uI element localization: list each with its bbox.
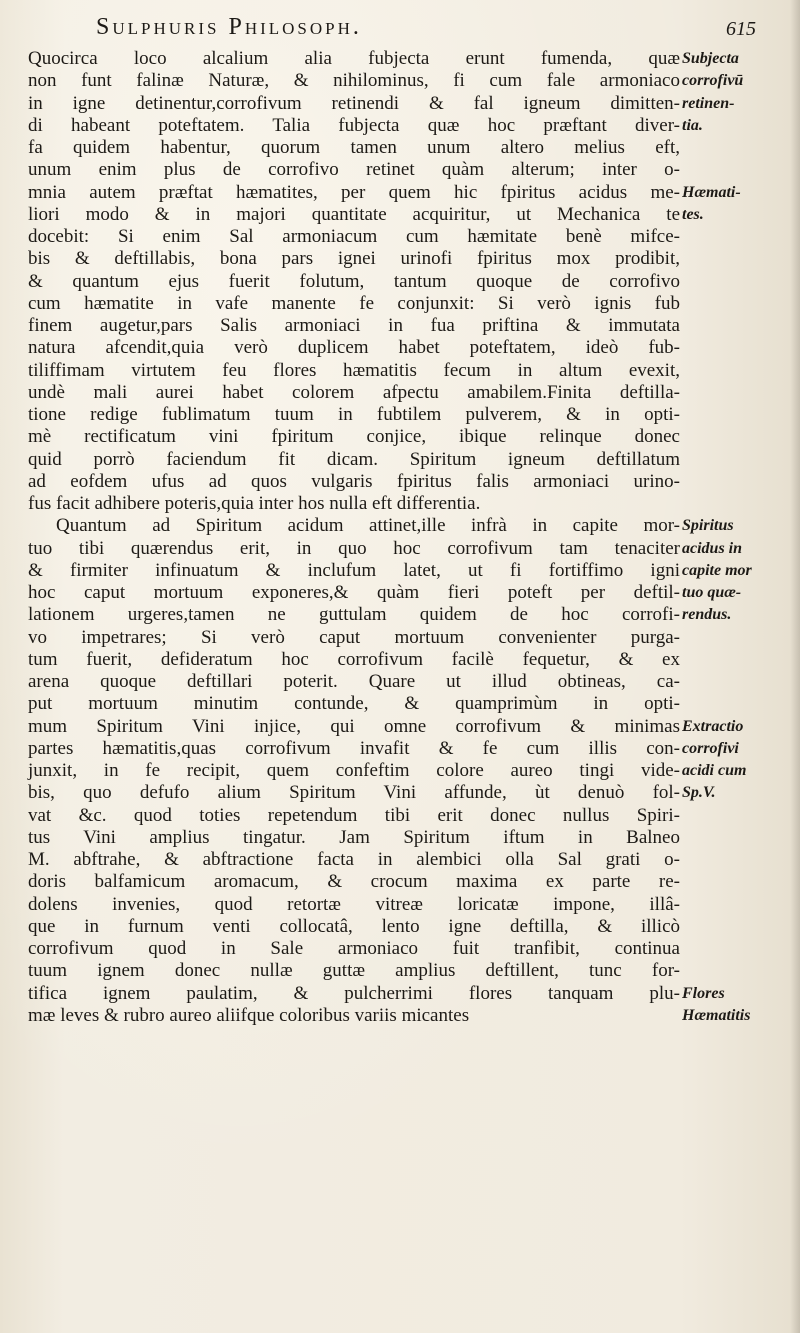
- text-line: put mortuum minutim contunde, & quamprimùm in opti-: [28, 693, 680, 715]
- page-edge-shadow: [790, 0, 800, 1333]
- text-line: in igne detinentur,corrofivum retinendi & fal igneum dimitten-: [28, 92, 680, 114]
- text-line: M. abftrahe, & abftractione facta in alembici olla Sal grati o-: [28, 849, 680, 870]
- text-line: liori modo & in majori quantitate acquiritur, ut Mechanica te: [28, 203, 680, 225]
- text-line: & firmiter infinuatum & inclufum latet, ut fi fortiffimo igni: [28, 559, 680, 581]
- text-line: tiliffimam virtutem feu flores hæmatitis fecum in altum evexit,: [28, 359, 680, 381]
- margin-note: Extractio: [682, 717, 744, 735]
- text-line: arena quoque deftillari poterit. Quare ut illud obtineas, ca-: [28, 671, 680, 692]
- margin-note: corrofivū: [682, 72, 744, 90]
- page-header: [96, 14, 756, 50]
- margin-note: acidus in: [682, 539, 743, 557]
- text-line: fus facit adhibere poteris,quia inter hos nulla eft differentia.: [28, 493, 481, 514]
- text-line: natura afcendit,quia verò duplicem habet poteftatem, ideò fub-: [28, 337, 680, 359]
- page-number: 615: [726, 18, 756, 40]
- text-line: fa quidem habentur, quorum tamen unum altero melius eft,: [28, 137, 680, 158]
- text-line: tuo tibi quærendus erit, in quo hoc corrofivum tam tenaciter: [28, 537, 680, 559]
- text-line: mè rectificatum vini fpiritum conjice, ibique relinque donec: [28, 426, 680, 448]
- margin-note: Subjecta: [682, 50, 739, 67]
- text-line: finem augetur,pars Salis armoniaci in fua priftina & immutata: [28, 315, 680, 336]
- text-line: lationem urgeres,tamen ne guttulam quidem de hoc corrofi-: [28, 604, 680, 626]
- margin-note: acidi cum: [682, 762, 747, 779]
- running-title: Sulphuris Philosoph.: [96, 14, 362, 40]
- text-line: mnia autem præftat hæmatites, per quem hic fpiritus acidus me-: [28, 181, 680, 203]
- text-line: tus Vini amplius tingatur. Jam Spiritum iftum in Balneo: [28, 826, 680, 848]
- text-line: cum hæmatite in vafe manente fe conjunxit: Si verò ignis fub: [28, 292, 680, 314]
- text-line: tifica ignem paulatim, & pulcherrimi flores tanquam plu-: [28, 982, 680, 1004]
- margin-note: Spiritus: [682, 517, 734, 535]
- text-line: tuum ignem donec nullæ guttæ amplius deftillent, tunc for-: [28, 960, 680, 982]
- text-line: Quocirca loco alcalium alia fubjecta erunt fumenda, quæ: [28, 48, 680, 69]
- text-line: mæ leves & rubro aureo aliifque coloribus variis micantes: [28, 1004, 470, 1026]
- text-line: bis, quo defufo alium Spiritum Vini affunde, ùt denuò fol-: [28, 782, 680, 804]
- text-line: quid porrò faciendum fit dicam. Spiritum igneum deftillatum: [28, 448, 680, 470]
- text-line: dolens invenies, quod retortæ vitreæ loricatæ impone, illâ-: [28, 893, 680, 915]
- margin-note: tia.: [682, 116, 703, 134]
- text-line: unum enim plus de corrofivo retinet quàm alterum; inter o-: [28, 159, 680, 181]
- text-line: mum Spiritum Vini injice, qui omne corrofivum & minimas: [28, 715, 680, 737]
- text-line: tum fuerit, defideratum hoc corrofivum facilè fequetur, & ex: [28, 648, 680, 670]
- text-line: vo impetrares; Si verò caput mortuum convenienter purga-: [28, 626, 680, 648]
- margin-note: retinen-: [682, 94, 735, 112]
- margin-note: capite mor: [682, 561, 752, 579]
- margin-note: tuo quæ-: [682, 584, 742, 601]
- text-line: bis & deftillabis, bona pars ignei urinofi fpiritus mox prodibit,: [28, 248, 680, 270]
- text-line: undè mali aurei habet colorem afpectu amabilem.Finita deftilla-: [28, 381, 680, 403]
- text-line: Quantum ad Spiritum acidum attinet,ille infrà in capite mor-: [56, 515, 680, 537]
- text-line: partes hæmatitis,quas corrofivum invafit & fe cum illis con-: [28, 737, 680, 759]
- text-line: corrofivum quod in Sale armoniaco fuit tranfibit, continua: [28, 938, 680, 959]
- margin-note: Hæmati-: [682, 183, 741, 201]
- text-line: & quantum ejus fuerit folutum, tantum quoque de corrofivo: [28, 270, 680, 292]
- margin-note: corrofivi: [682, 739, 739, 757]
- margin-note: Sp.V.: [682, 784, 716, 802]
- text-line: di habeant poteftatem. Talia fubjecta quæ hoc præftant diver-: [28, 114, 680, 136]
- text-line: docebit: Si enim Sal armoniacum cum hæmitate benè mifce-: [28, 226, 680, 247]
- text-line: vat &c. quod toties repetendum tibi erit donec nullus Spiri-: [28, 804, 680, 826]
- margin-note: Hæmatitis: [682, 1006, 751, 1024]
- text-line: non funt falinæ Naturæ, & nihilominus, fi cum fale armoniaco: [28, 70, 680, 92]
- text-line: hoc caput mortuum exponeres,& quàm fieri poteft per deftil-: [28, 582, 680, 603]
- main-text-block: [28, 48, 680, 1027]
- text-line: que in furnum venti collocatâ, lento igne deftilla, & illicò: [28, 915, 680, 937]
- margin-note: rendus.: [682, 606, 732, 624]
- margin-note: Flores: [682, 984, 725, 1002]
- text-line: junxit, in fe recipit, quem confeftim colore aureo tingi vide-: [28, 760, 680, 781]
- text-line: tione redige fublimatum tuum in fubtilem pulverem, & in opti-: [28, 404, 680, 425]
- text-line: doris balfamicum aromacum, & crocum maxima ex parte re-: [28, 871, 680, 893]
- text-line: ad eofdem ufus ad quos vulgaris fpiritus falis armoniaci urino-: [28, 470, 680, 492]
- margin-note: tes.: [682, 205, 704, 223]
